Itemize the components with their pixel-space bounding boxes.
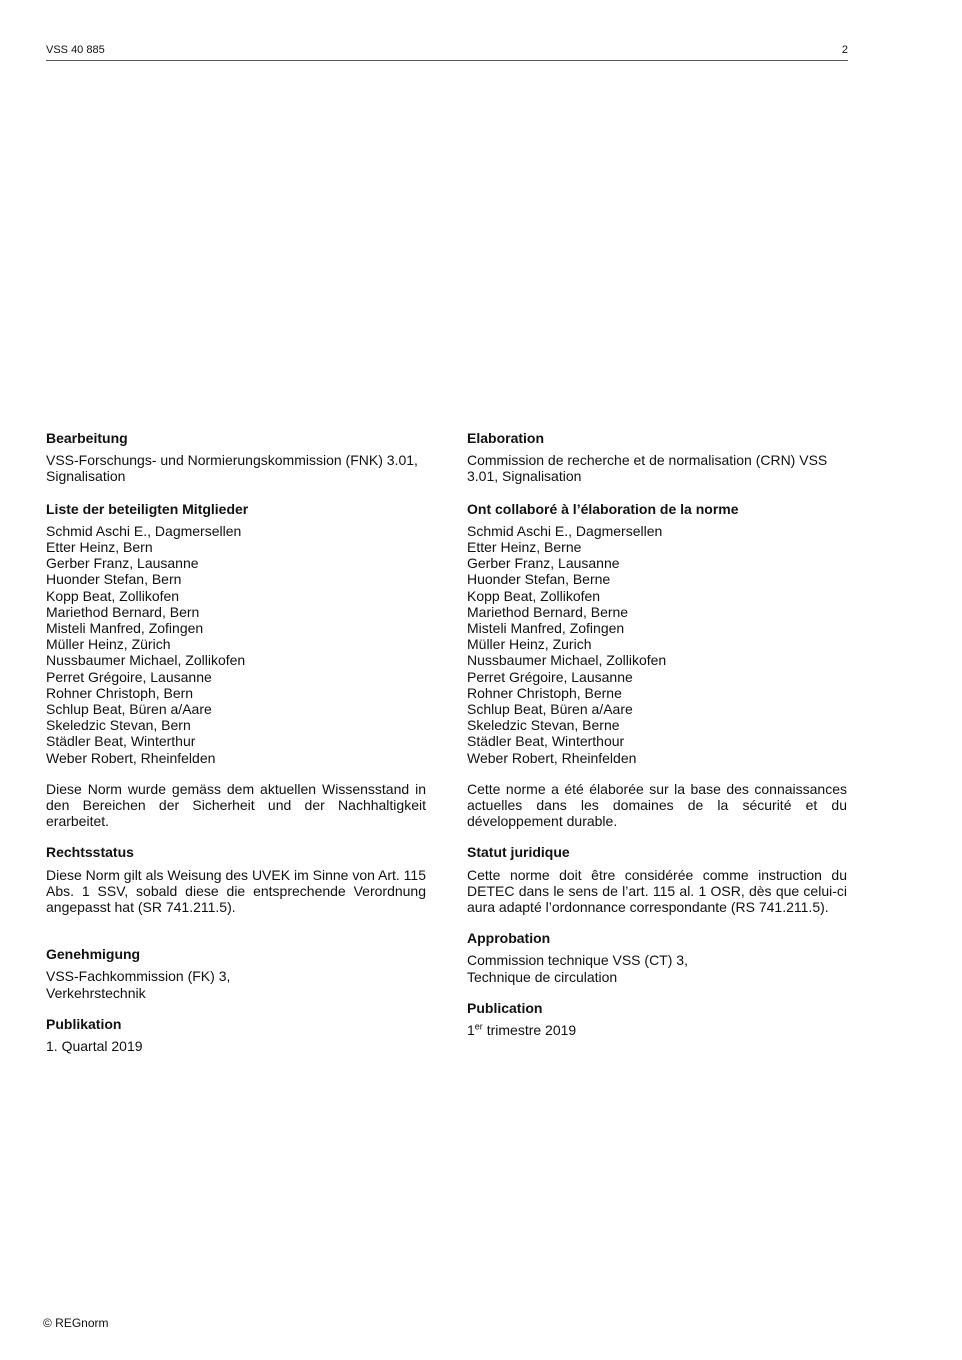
heading-collaborators: Ont collaboré à l’élaboration de la norme xyxy=(467,500,739,517)
list-item: Misteli Manfred, Zofingen xyxy=(467,620,625,637)
list-item: Städler Beat, Winterthur xyxy=(46,733,196,750)
list-item: Etter Heinz, Bern xyxy=(46,539,153,556)
list-item: Kopp Beat, Zollikofen xyxy=(46,587,180,604)
publication-text xyxy=(467,1022,847,1038)
rechtsstatus-text: Diese Norm gilt als Weisung des UVEK im Sinne von Art. 115 Abs. 1 SSV, sobald diese die entsprechende Verordnung angepasst hat (SR 741.211.5). xyxy=(46,866,426,916)
publication-number: 1 xyxy=(467,1022,475,1039)
list-item: Schmid Aschi E., Dagmersellen xyxy=(467,522,663,539)
list-item: Schlup Beat, Büren a/Aare xyxy=(467,701,633,718)
page-header xyxy=(46,44,848,61)
list-item: Städler Beat, Winterthour xyxy=(467,733,625,750)
norme-note: Cette norme a été élaborée sur la base des connaissances actuelles dans les domaines de la sécurité et du développement durable. xyxy=(467,780,847,830)
statut-juridique-text: Cette norme doit être considérée comme instruction du DETEC dans le sens de l’art. 115 al. 1 OSR, dès que celui-ci aura adapté l’ordonnance correspondante (RS 741.211.5). xyxy=(467,866,847,916)
member-list xyxy=(46,523,426,766)
list-item: Weber Robert, Rheinfelden xyxy=(467,749,637,766)
publication-rest: trimestre 2019 xyxy=(482,1022,577,1039)
list-item: Huonder Stefan, Bern xyxy=(46,571,182,588)
elaboration-text: Commission de recherche et de normalisation (CRN) VSS 3.01, Signalisation xyxy=(467,452,828,485)
list-item: Gerber Franz, Lausanne xyxy=(46,555,199,572)
bearbeitung-text: VSS-Forschungs- und Normierungskommission (FNK) 3.01, Signalisation xyxy=(46,452,418,485)
list-item: Kopp Beat, Zollikofen xyxy=(467,587,601,604)
list-item: Weber Robert, Rheinfelden xyxy=(46,749,216,766)
list-item: Misteli Manfred, Zofingen xyxy=(46,620,204,637)
heading-members: Liste der beteiligten Mitglieder xyxy=(46,500,249,517)
publikation-text: 1. Quartal 2019 xyxy=(46,1038,143,1055)
heading-rechtsstatus: Rechtsstatus xyxy=(46,844,134,861)
heading-bearbeitung: Bearbeitung xyxy=(46,430,128,446)
list-item: Nussbaumer Michael, Zollikofen xyxy=(46,652,246,669)
list-item: Rohner Christoph, Bern xyxy=(46,684,194,701)
list-item: Rohner Christoph, Berne xyxy=(467,684,622,701)
list-item: Gerber Franz, Lausanne xyxy=(467,555,620,572)
list-item: Perret Grégoire, Lausanne xyxy=(46,668,212,685)
approbation-line-2: Technique de circulation xyxy=(467,968,618,985)
norm-note: Diese Norm wurde gemäss dem aktuellen Wissensstand in den Bereichen der Sicherheit und der Nachhaltigkeit erarbeitet. xyxy=(46,780,426,830)
list-item: Müller Heinz, Zürich xyxy=(46,636,171,653)
ordinal-suffix: er xyxy=(474,1021,483,1032)
genehmigung-line-1: VSS-Fachkommission (FK) 3, xyxy=(46,968,231,985)
heading-publication: Publication xyxy=(467,999,543,1016)
heading-genehmigung: Genehmigung xyxy=(46,946,141,963)
heading-publikation: Publikation xyxy=(46,1015,122,1032)
list-item: Nussbaumer Michael, Zollikofen xyxy=(467,652,667,669)
german-column xyxy=(46,430,426,1054)
genehmigung-line-2: Verkehrstechnik xyxy=(46,984,146,1001)
list-item: Perret Grégoire, Lausanne xyxy=(467,668,633,685)
list-item: Mariethod Bernard, Bern xyxy=(46,603,200,620)
heading-statut-juridique: Statut juridique xyxy=(467,844,570,861)
list-item: Etter Heinz, Berne xyxy=(467,539,582,556)
list-item: Schlup Beat, Büren a/Aare xyxy=(46,701,212,718)
list-item: Müller Heinz, Zurich xyxy=(467,636,592,653)
list-item: Schmid Aschi E., Dagmersellen xyxy=(46,522,242,539)
list-item: Mariethod Bernard, Berne xyxy=(467,603,629,620)
list-item: Huonder Stefan, Berne xyxy=(467,571,611,588)
document-code: VSS 40 885 xyxy=(46,44,105,56)
heading-elaboration: Elaboration xyxy=(467,430,545,446)
heading-approbation: Approbation xyxy=(467,930,551,947)
page-number: 2 xyxy=(841,44,848,56)
copyright-footer: © REGnorm xyxy=(43,1316,109,1330)
list-item: Skeledzic Stevan, Bern xyxy=(46,717,191,734)
collaborator-list xyxy=(467,523,847,766)
french-column xyxy=(467,430,847,1038)
list-item: Skeledzic Stevan, Berne xyxy=(467,717,620,734)
approbation-line-1: Commission technique VSS (CT) 3, xyxy=(467,952,688,969)
